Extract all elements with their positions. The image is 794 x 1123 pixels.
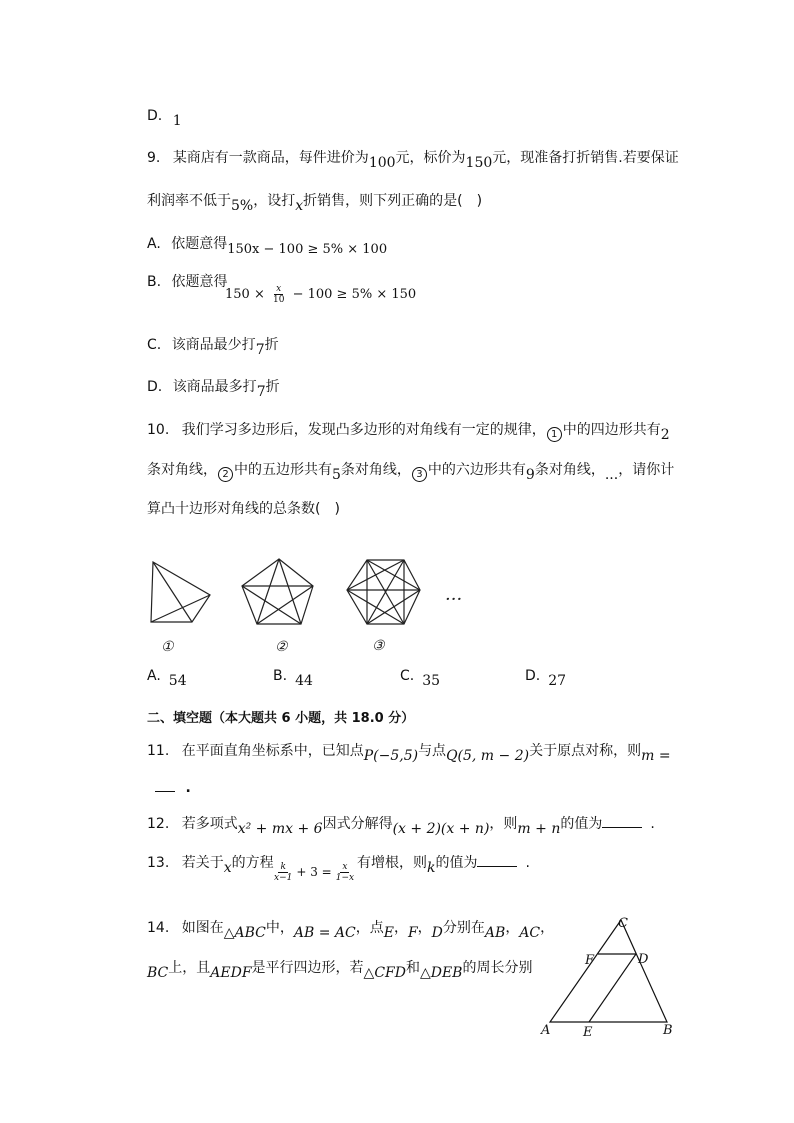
ellipsis: ...: [604, 467, 619, 483]
option-value: 35: [422, 673, 441, 689]
question-text: 条对角线，: [534, 462, 605, 478]
option-letter: D.: [147, 379, 163, 395]
circled-number: 2: [218, 467, 233, 482]
fraction: [334, 862, 356, 883]
option-letter: D.: [147, 108, 163, 124]
math-value: 5: [332, 467, 341, 483]
pentagon-figure: [242, 559, 313, 624]
fraction-numerator: k: [280, 862, 286, 872]
pentagon: [242, 559, 313, 624]
question-number: 14.: [147, 920, 170, 936]
punctuation: .: [185, 780, 191, 796]
q8-option-d: [147, 108, 182, 129]
question-text: 因式分解得: [322, 816, 393, 832]
quadrilateral: [151, 562, 210, 622]
option-math: 150x − 100 ≥ 5% × 100: [227, 242, 388, 257]
q10-options: [147, 668, 587, 690]
figure-label-2: ②: [275, 639, 288, 655]
triangle-abc: [550, 920, 667, 1022]
q9-line1: [147, 147, 679, 171]
question-number: 13.: [147, 855, 170, 871]
math-var: BC: [147, 965, 169, 981]
label-c: C: [618, 916, 628, 931]
q9-option-b: [147, 271, 228, 291]
section-heading: 二、填空题（本大题共 6 小题，共 18.0 分）: [147, 711, 415, 726]
fraction-denominator: 1−x: [335, 873, 355, 883]
math-value: 150: [465, 155, 493, 171]
math-expr: △CFD: [363, 965, 406, 981]
fraction: [272, 862, 294, 883]
question-number: 10.: [147, 422, 170, 438]
option-math: − 100 ≥ 5% × 150: [292, 287, 417, 302]
polygon-diagonals-figure: [140, 552, 480, 662]
option-value: 44: [295, 673, 313, 689]
question-text: 有增根，则: [357, 855, 427, 871]
question-text: 的周长分别: [462, 960, 533, 976]
math-var: AB: [484, 925, 506, 941]
option-text: 依题意得: [171, 274, 228, 290]
question-text: 折销售，则下列正确的是( ): [303, 193, 483, 209]
option-letter: C.: [147, 337, 162, 353]
q14-line2: [147, 957, 533, 981]
question-text: 的值为: [560, 816, 603, 832]
q11-line2: [155, 780, 191, 796]
math-value: 9: [525, 467, 535, 483]
math-value: 100: [368, 155, 396, 171]
option-value: 7: [256, 384, 266, 400]
math-expr: + 3 =: [296, 865, 332, 879]
question-text: ，设打: [253, 193, 296, 209]
label-b: B: [663, 1023, 673, 1038]
question-text: 在平面直角坐标系中，已知点: [181, 743, 364, 759]
option-value: 7: [255, 342, 265, 358]
question-text: 如图在: [181, 920, 224, 936]
option-suffix: 折: [264, 337, 279, 353]
fraction-denominator: x−1: [274, 873, 293, 883]
question-text: 若关于: [181, 855, 224, 871]
answer-blank[interactable]: [602, 827, 642, 828]
option-value: 54: [168, 673, 187, 689]
math-var: x: [295, 198, 304, 214]
option-text: 该商品最多打: [172, 379, 257, 395]
answer-blank[interactable]: [477, 866, 517, 867]
q14-line1: [147, 917, 555, 941]
option-value: 1: [172, 113, 182, 129]
figure-ellipsis: ···: [445, 589, 463, 610]
option-suffix: 折: [265, 379, 280, 395]
q9-option-b-math: [225, 284, 416, 305]
math-var: D: [431, 925, 443, 941]
q13-line1: [147, 852, 274, 876]
question-text: 和: [405, 960, 420, 976]
q11-line1: [147, 740, 671, 764]
question-text: 条对角线，: [340, 462, 411, 478]
q10-line2: [147, 459, 675, 483]
question-text: ，则: [489, 816, 518, 832]
segment-de: [589, 954, 636, 1022]
option-letter: B.: [273, 668, 288, 684]
question-text: 条对角线，: [147, 462, 217, 478]
question-text: 关于原点对称，则: [529, 743, 642, 759]
math-expr: x² + mx + 6: [237, 821, 323, 837]
math-expr: m + n: [517, 821, 561, 837]
math-point: P(−5,5): [363, 748, 419, 764]
math-value: 2: [660, 427, 670, 443]
option-letter: C.: [400, 668, 415, 684]
math-expr: AB = AC: [293, 925, 356, 941]
math-var: AEDF: [210, 965, 252, 981]
diagonal: [279, 559, 301, 624]
question-text: 中的四边形共有: [562, 422, 661, 438]
label-a: A: [541, 1023, 551, 1038]
fraction: [271, 284, 286, 305]
question-number: 9.: [147, 150, 161, 166]
question-text: 是平行四边形，若: [251, 960, 364, 976]
question-text: 利润率不低于: [147, 193, 231, 209]
question-text: ，: [417, 920, 432, 936]
q13-equation: [270, 862, 358, 883]
diagonal: [257, 586, 313, 624]
math-expr: (x + 2)(x + n): [392, 821, 490, 837]
hexagon-figure: [347, 560, 420, 624]
option-letter: D.: [525, 668, 541, 684]
figure-label-3: ③: [372, 638, 385, 654]
math-var: E: [383, 925, 394, 941]
circled-number: 3: [412, 467, 427, 482]
option-letter: B.: [147, 274, 162, 290]
circled-number: 1: [547, 427, 562, 442]
question-number: 12.: [147, 816, 170, 832]
question-text: 某商店有一款商品，每件进价为: [172, 150, 369, 166]
math-var: x: [223, 860, 232, 876]
question-text: 中的五边形共有: [234, 462, 332, 478]
question-text: 算凸十边形对角线的总条数( ): [147, 501, 340, 517]
option-text: 依题意得: [171, 236, 228, 252]
option-math: 150 ×: [225, 287, 265, 302]
punctuation: .: [650, 816, 655, 832]
fraction-numerator: x: [276, 284, 282, 294]
option-letter: A.: [147, 236, 161, 252]
option-text: 该商品最少打: [171, 337, 256, 353]
math-expr: △ABC: [223, 925, 266, 941]
question-text: 的值为: [435, 855, 478, 871]
q9-option-c: [147, 334, 279, 358]
question-number: 11.: [147, 743, 170, 759]
label-f: F: [585, 953, 595, 968]
question-text: 我们学习多边形后，发现凸多边形的对角线有一定的规律，: [181, 422, 546, 438]
option-value: 27: [548, 673, 567, 689]
label-e: E: [583, 1025, 593, 1040]
math-var: k: [427, 860, 436, 876]
fraction-denominator: 10: [272, 295, 285, 305]
question-text: 中，: [265, 920, 294, 936]
punctuation: .: [525, 855, 530, 871]
q12-line1: [147, 813, 655, 837]
diagonal: [153, 562, 192, 622]
question-text: 元，标价为: [395, 150, 466, 166]
quadrilateral-figure: [151, 562, 210, 622]
question-text: ，: [540, 920, 555, 936]
option-c: [400, 668, 441, 689]
question-text: 中的六边形共有: [427, 462, 526, 478]
question-text: ，请你计: [618, 462, 675, 478]
math-expr: m =: [641, 748, 671, 764]
diagonal: [257, 559, 279, 624]
math-value: 5%: [231, 198, 254, 214]
question-text: 元，现准备打折销售.若要保证: [492, 150, 679, 166]
question-text: ，: [505, 920, 520, 936]
answer-blank[interactable]: [155, 791, 175, 792]
q9-option-d: [147, 376, 280, 400]
q9-line2: [147, 190, 483, 214]
question-text: 分别在: [442, 920, 485, 936]
question-text: ，点: [355, 920, 384, 936]
math-var: AC: [519, 925, 541, 941]
question-text: 的方程: [231, 855, 274, 871]
q9-option-a: [147, 233, 388, 257]
q10-line1: [147, 419, 670, 443]
fraction-numerator: x: [342, 862, 348, 872]
q10-line3: [147, 498, 340, 518]
question-text: 与点: [418, 743, 447, 759]
option-d: [525, 668, 567, 689]
option-a: [147, 668, 187, 689]
option-letter: A.: [147, 668, 161, 684]
question-text: ，: [393, 920, 408, 936]
figure-label-1: ①: [161, 639, 174, 655]
q13-line1-tail: [357, 852, 530, 876]
label-d: D: [638, 952, 649, 967]
triangle-figure: [535, 910, 685, 1040]
option-b: [273, 668, 313, 689]
math-point: Q(5, m − 2): [446, 748, 530, 764]
math-expr: △DEB: [419, 965, 463, 981]
diagonal: [242, 586, 301, 624]
math-var: F: [407, 925, 418, 941]
question-text: 上，且: [168, 960, 211, 976]
question-text: 若多项式: [181, 816, 238, 832]
